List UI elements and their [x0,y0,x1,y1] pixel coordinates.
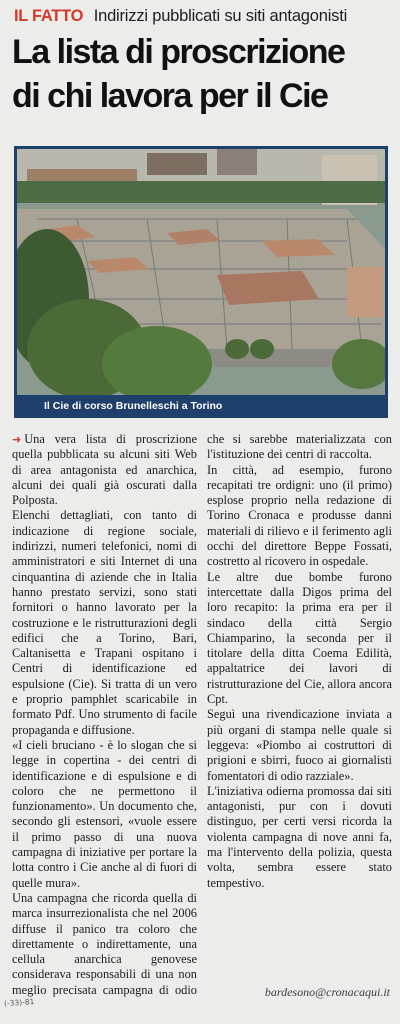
detention-center-image [17,149,385,395]
photo-caption: Il Cie di corso Brunelleschi a Torino [44,400,223,412]
article-paragraph: Elenchi dettagliati, con tanto di indicazione di regione sociale, indirizzi, numeri telefonici, nomi di amministratori e siti Internet di una cinquantina di aziende che in Italia hanno prestato servizi, sono stati fornitori o hanno lavorato per la costruzione e le ristrutturazioni degli edifici che a Torino, Bari, Caltanisetta e Trapani ospitano i Centri di identificazione ed espulsione (Cie). Si tratta di un vero e proprio pamphlet scaricabile in formato Pdf. Uno strumento di facile propaganda e diffusione. [12,508,197,737]
author-email: bardesono@cronacaqui.it [264,985,390,999]
headline [12,30,396,118]
headline-line-2: di chi lavora per il Cie [12,77,328,115]
section-kicker [14,6,394,26]
article-photo [14,146,388,418]
article-paragraph: Una campagna che ricorda quella di marca insurrezionalista che nel 2006 diffuse il panico tra coloro che direttamente o indirettamente, una cellula anarchica genovese considerava responsabili di una non meglio precisata campagna di odio che si sarebbe materializzata con l'istituzione dei centri di raccolta. [12,432,392,997]
article-paragraph: «I cieli bruciano - è lo slogan che si legge in copertina - dei centri di identificazione e di espulsione e di coloro che ne permettono il funzionamento». Un documento che, secondo gli estensori, «vuole essere il primo passo di una nuova campagna di iniziative per portare la lotta contro i Cie anche al di fuori di quelle mura». [12,737,197,890]
article-body [12,432,392,1006]
article-paragraph: Seguì una rivendicazione inviata a più organi di stampa nelle quale si leggeva: «Piombo ai costruttori di prigioni e sbirri, fuoco ai giornalisti fomentatori di odio razziale». [207,707,392,783]
article-paragraph: In città, ad esempio, furono recapitati tre ordigni: uno (il primo) esplose proprio nella redazione di Torino Cronaca e produsse danni materiali di rilievo e il ferimento agli occhi del direttore Beppe Fossati, costretto al ricovero in ospedale. [207,462,392,569]
article-paragraph: ➜ Una vera lista di proscrizione quella pubblicata su alcuni siti Web di area antagonista ed anarchica, alcuni dei quali già oscurati dalla Polposta. [12,432,197,508]
article-paragraph: L'iniziativa odierna promossa dai siti antagonisti, pur con i dovuti distinguo, per certi versi ricorda la violenta campagna di nove anni fa, ma l'intervento della polizia, questa volta, sembra essere stato tempestivo. [207,783,392,890]
article-paragraph: Le altre due bombe furono intercettate dalla Digos prima del loro recapito: la prima era per il sindaco della città Sergio Chiamparino, la seconda per il titolare della ditta Coema Edilità, appaltatrice dei lavori di ristrutturazione del Cie, allora ancora Cpt. [207,569,392,707]
arrow-right-icon: ➜ [12,433,22,446]
kicker-subtitle: Indirizzi pubblicati su siti antagonisti [93,7,348,25]
section-tag: IL FATTO [14,7,84,25]
handwritten-note: (-33)-81 [3,996,35,1009]
headline-line-1: La lista di proscrizione [12,33,345,71]
